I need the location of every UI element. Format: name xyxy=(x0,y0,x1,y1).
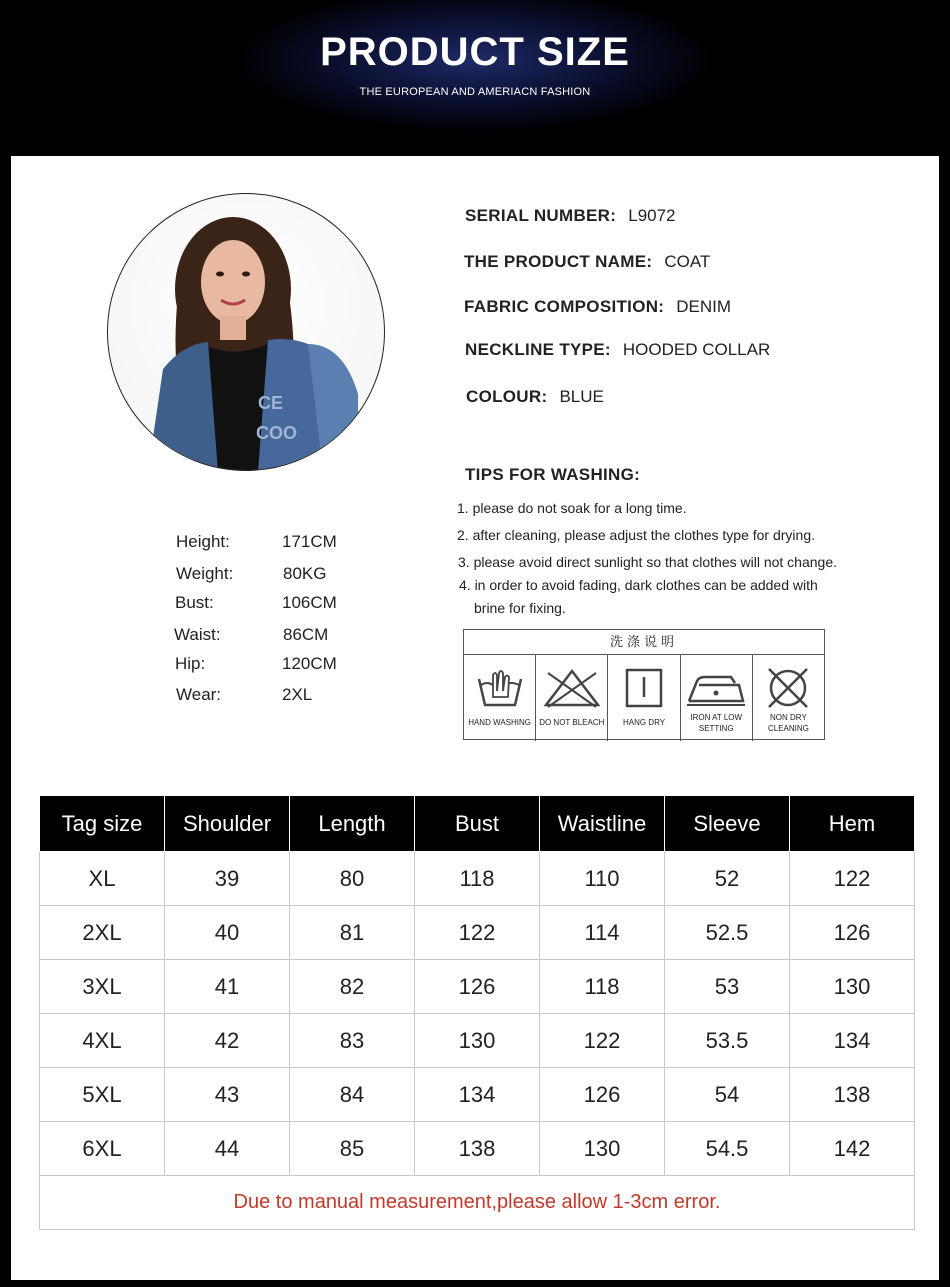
model-hip: Hip: 120CM xyxy=(175,654,337,673)
table-cell: 39 xyxy=(165,852,290,906)
col-header: Hem xyxy=(790,796,915,852)
table-cell: 3XL xyxy=(40,960,165,1014)
wash-cell-hang-dry xyxy=(608,655,680,741)
wash-cell-iron-low xyxy=(681,655,753,741)
model-height: Height: 171CM xyxy=(176,532,337,551)
tip-item: 3. please avoid direct sunlight so that clothes will not change. xyxy=(458,554,838,570)
table-cell: 2XL xyxy=(40,906,165,960)
table-cell: 110 xyxy=(540,852,665,906)
table-cell: 142 xyxy=(790,1122,915,1176)
table-cell: 52 xyxy=(665,852,790,906)
col-header: Waistline xyxy=(540,796,665,852)
washing-guide xyxy=(463,629,825,740)
table-cell: 83 xyxy=(290,1014,415,1068)
table-row xyxy=(40,852,915,906)
table-row xyxy=(40,960,915,1014)
table-cell: 80 xyxy=(290,852,415,906)
table-cell: 126 xyxy=(415,960,540,1014)
page-subtitle: THE EUROPEAN AND AMERIACN FASHION xyxy=(359,86,591,98)
table-cell: 40 xyxy=(165,906,290,960)
table-cell: 126 xyxy=(540,1068,665,1122)
model-wear: Wear: 2XL xyxy=(176,685,313,704)
wash-label: HAND WASHING xyxy=(468,718,532,727)
table-row xyxy=(40,1068,915,1122)
table-cell: 52.5 xyxy=(665,906,790,960)
table-cell: 53.5 xyxy=(665,1014,790,1068)
table-row xyxy=(40,1014,915,1068)
wash-cell-no-dry-clean xyxy=(753,655,824,741)
col-header: Bust xyxy=(415,796,540,852)
table-cell: 118 xyxy=(415,852,540,906)
table-cell: 130 xyxy=(415,1014,540,1068)
table-cell: 134 xyxy=(790,1014,915,1068)
col-header: Sleeve xyxy=(665,796,790,852)
table-cell: 4XL xyxy=(40,1014,165,1068)
model-weight: Weight: 80KG xyxy=(176,564,327,583)
measurement-note: Due to manual measurement,please allow 1-3cm error. xyxy=(40,1176,915,1230)
table-note-row xyxy=(40,1176,915,1230)
svg-text:COO: COO xyxy=(256,423,298,443)
product-card xyxy=(11,156,939,1280)
table-cell: 84 xyxy=(290,1068,415,1122)
spec-colour: COLOUR: BLUE xyxy=(466,387,604,406)
table-row xyxy=(40,906,915,960)
table-cell: 126 xyxy=(790,906,915,960)
table-cell: 43 xyxy=(165,1068,290,1122)
spec-serial-number: SERIAL NUMBER: L9072 xyxy=(465,206,676,225)
table-cell: 42 xyxy=(165,1014,290,1068)
table-cell: 114 xyxy=(540,906,665,960)
tip-item: 2. after cleaning, please adjust the clothes type for drying. xyxy=(457,527,815,543)
table-cell: 41 xyxy=(165,960,290,1014)
wash-label: DO NOT BLEACH xyxy=(539,718,605,727)
table-cell: 53 xyxy=(665,960,790,1014)
col-header: Shoulder xyxy=(165,796,290,852)
hand-wash-icon xyxy=(475,667,525,709)
header-banner xyxy=(0,0,950,156)
no-dry-clean-icon xyxy=(763,667,813,709)
wash-cell-hand-wash xyxy=(464,655,536,741)
page-title: PRODUCT SIZE xyxy=(320,30,630,74)
model-bust: Bust: 106CM xyxy=(175,593,337,612)
tip-item: brine for fixing. xyxy=(474,600,566,616)
table-cell: 138 xyxy=(415,1122,540,1176)
svg-text:CE: CE xyxy=(258,393,284,413)
model-waist: Waist: 86CM xyxy=(174,625,329,644)
wash-cell-no-bleach xyxy=(536,655,608,741)
table-cell: 134 xyxy=(415,1068,540,1122)
tip-item: 4. in order to avoid fading, dark clothes can be added with xyxy=(459,577,818,593)
table-cell: 81 xyxy=(290,906,415,960)
spec-product-name: THE PRODUCT NAME: COAT xyxy=(464,252,711,271)
tips-title: TIPS FOR WASHING: xyxy=(465,465,641,484)
table-cell: 5XL xyxy=(40,1068,165,1122)
tip-item: 1. please do not soak for a long time. xyxy=(457,500,687,516)
table-cell: 122 xyxy=(415,906,540,960)
no-bleach-icon xyxy=(542,667,602,709)
table-cell: 122 xyxy=(540,1014,665,1068)
table-cell: 6XL xyxy=(40,1122,165,1176)
iron-low-icon xyxy=(685,667,747,709)
table-cell: XL xyxy=(40,852,165,906)
washing-guide-title: 洗涤说明 xyxy=(464,630,824,655)
col-header: Tag size xyxy=(40,796,165,852)
model-photo xyxy=(107,193,385,471)
size-table xyxy=(39,795,915,1230)
size-table-header xyxy=(40,796,915,852)
wash-label: IRON AT LOW SETTING xyxy=(690,713,743,733)
table-cell: 54 xyxy=(665,1068,790,1122)
spec-neckline: NECKLINE TYPE: HOODED COLLAR xyxy=(465,340,771,359)
table-cell: 122 xyxy=(790,852,915,906)
table-cell: 82 xyxy=(290,960,415,1014)
table-cell: 130 xyxy=(540,1122,665,1176)
table-cell: 44 xyxy=(165,1122,290,1176)
table-cell: 118 xyxy=(540,960,665,1014)
wash-label: HANG DRY xyxy=(622,718,666,727)
table-row xyxy=(40,1122,915,1176)
table-cell: 138 xyxy=(790,1068,915,1122)
wash-label: NON DRY CLEANING xyxy=(767,713,809,733)
table-cell: 85 xyxy=(290,1122,415,1176)
hang-dry-icon xyxy=(624,667,664,709)
spec-fabric: FABRIC COMPOSITION: DENIM xyxy=(464,297,732,316)
table-cell: 130 xyxy=(790,960,915,1014)
table-cell: 54.5 xyxy=(665,1122,790,1176)
col-header: Length xyxy=(290,796,415,852)
